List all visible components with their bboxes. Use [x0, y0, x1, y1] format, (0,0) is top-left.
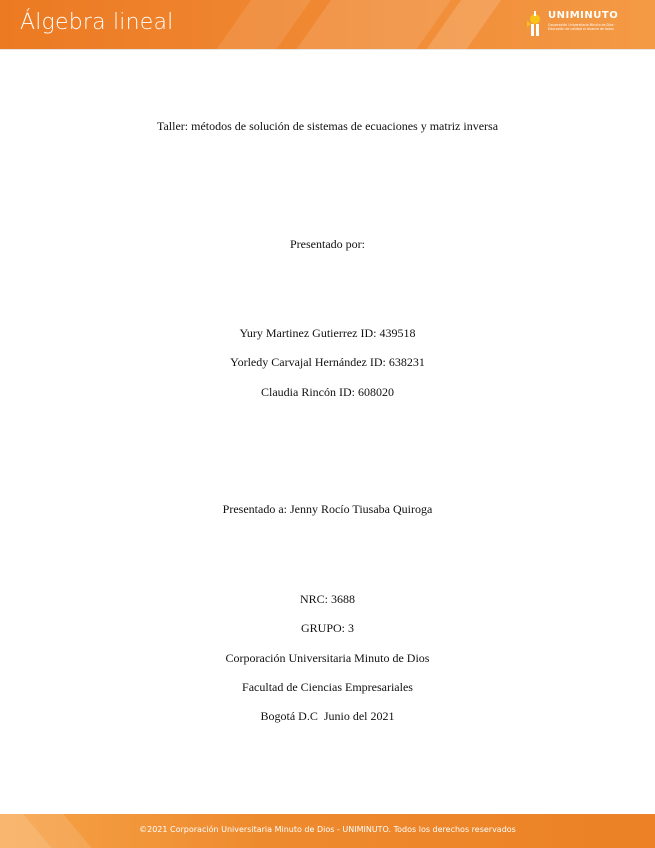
header-divider: [0, 49, 655, 50]
presented-by-label: Presentado por:: [290, 237, 365, 251]
uniminuto-logo: [525, 9, 629, 39]
document-title: Taller: métodos de solución de sistemas de ecuaciones y matriz inversa: [156, 119, 499, 133]
author-line: Yury Martinez Gutierrez ID: 439518: [239, 326, 416, 340]
group-line: GRUPO: 3: [300, 621, 354, 635]
logo-name: UNIMINUTO: [548, 10, 619, 21]
author-line: Claudia Rincón ID: 608020: [261, 385, 394, 399]
nrc-line: NRC: 3688: [299, 592, 355, 606]
place-date-line: Bogotá D.C Junio del 2021: [260, 709, 395, 723]
presented-to: Presentado a: Jenny Rocío Tiusaba Quiroga: [222, 502, 433, 516]
logo-tagline: Corporación Universitaria Minuto de Dios · Educación de calidad al alcance de todos: [548, 23, 616, 31]
header-banner: [0, 0, 655, 49]
faculty-line: Facultad de Ciencias Empresariales: [242, 680, 413, 694]
institution-line: Corporación Universitaria Minuto de Dios: [225, 651, 430, 665]
footer-copyright: ©2021 Corporación Universitaria Minuto de Dios - UNIMINUTO. Todos los derechos reservados: [139, 825, 516, 834]
footer-banner: [0, 814, 655, 848]
logo-mark-icon: [525, 9, 545, 39]
course-title: Álgebra lineal: [20, 10, 174, 35]
author-line: Yorledy Carvajal Hernández ID: 638231: [230, 355, 425, 369]
